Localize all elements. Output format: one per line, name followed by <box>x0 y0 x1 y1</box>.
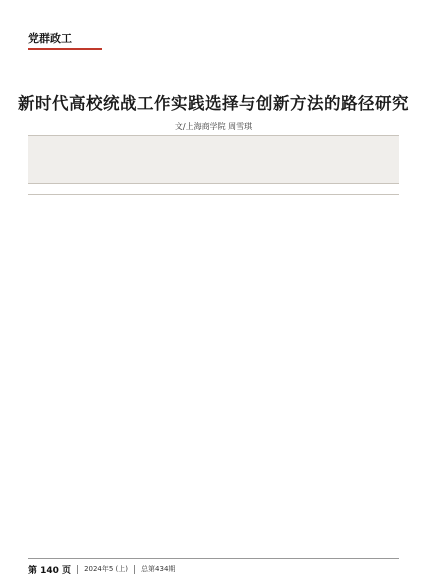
section-tag-rule <box>28 48 102 50</box>
issue-date: 2024年5 (上) <box>84 565 129 573</box>
footer-divider <box>134 565 135 574</box>
footer-rule <box>28 558 399 559</box>
footer-divider <box>77 565 78 574</box>
body-left-column <box>28 205 209 535</box>
article-title: 新时代高校统战工作实践选择与创新方法的路径研究 <box>18 94 409 113</box>
page-number: 第 140 页 <box>28 565 72 576</box>
total-issue: 总第434期 <box>141 565 176 573</box>
section-tag: 党群政工 <box>28 32 72 45</box>
body-right-column <box>218 205 399 535</box>
page-footer <box>28 562 175 576</box>
abstract-box <box>28 135 399 184</box>
keywords-line <box>28 184 399 195</box>
article-authors: 文/上海商学院 周雪琪 <box>174 122 253 131</box>
